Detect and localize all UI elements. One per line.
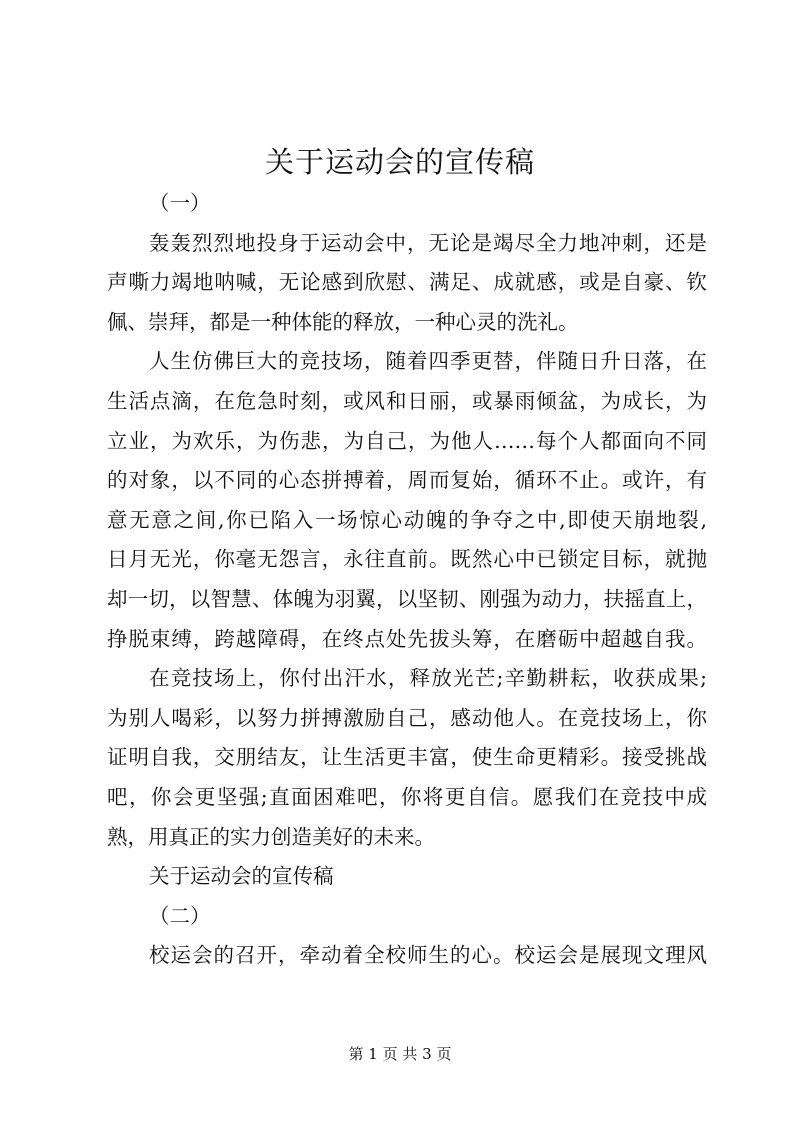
paragraph-line: 吧，你会更坚强;直面困难吧，你将更自信。愿我们在竞技中成 — [107, 784, 707, 809]
paragraph-line: 却一切，以智慧、体魄为羽翼，以坚韧、刚强为动力，扶摇直上， — [107, 586, 707, 611]
paragraph-line: 为别人喝彩，以努力拼搏激励自己，感动他人。在竞技场上，你 — [107, 705, 707, 730]
paragraph-line: 佩、崇拜，都是一种体能的释放，一种心灵的洗礼。 — [107, 309, 579, 334]
paragraph-line: 意无意之间,你已陷入一场惊心动魄的争夺之中,即使天崩地裂, — [107, 507, 707, 532]
paragraph-line: 声嘶力竭地呐喊，无论感到欣慰、满足、成就感，或是自豪、钦 — [107, 270, 707, 295]
paragraph-line: 人生仿佛巨大的竞技场，随着四季更替，伴随日升日落，在 — [149, 349, 707, 374]
section-heading-2: （二） — [149, 903, 211, 928]
page-footer: 第 1 页 共 3 页 — [348, 1045, 452, 1063]
section-heading-1: （一） — [149, 191, 211, 215]
document-body — [107, 184, 707, 976]
paragraph-line: 证明自我，交朋结友，让生活更丰富，使生命更精彩。接受挑战 — [107, 745, 707, 770]
paragraph-line: 挣脱束缚，跨越障碍，在终点处先拔头筹，在磨砺中超越自我。 — [107, 626, 707, 651]
paragraph-line: 的对象，以不同的心态拼搏着，周而复始，循环不止。或许，有 — [107, 468, 707, 493]
paragraph-line: 立业，为欢乐，为伤悲，为自己，为他人……每个人都面向不同 — [107, 428, 707, 453]
paragraph-line: 日月无光，你毫无怨言，永往直前。既然心中已锁定目标，就抛 — [107, 547, 707, 572]
document-title: 关于运动会的宣传稿 — [264, 145, 535, 179]
paragraph-line: 在竞技场上，你付出汗水，释放光芒;辛勤耕耘，收获成果; — [149, 666, 707, 691]
paragraph-line: 校运会的召开，牵动着全校师生的心。校运会是展现文理风 — [149, 943, 707, 968]
section-title-repeat: 关于运动会的宣传稿 — [149, 864, 334, 889]
paragraph-line: 熟，用真正的实力创造美好的未来。 — [107, 824, 435, 849]
paragraph-line: 生活点滴，在危急时刻，或风和日丽，或暴雨倾盆，为成长，为 — [107, 388, 707, 413]
paragraph-line: 轰轰烈烈地投身于运动会中，无论是竭尽全力地冲刺，还是 — [149, 230, 707, 255]
